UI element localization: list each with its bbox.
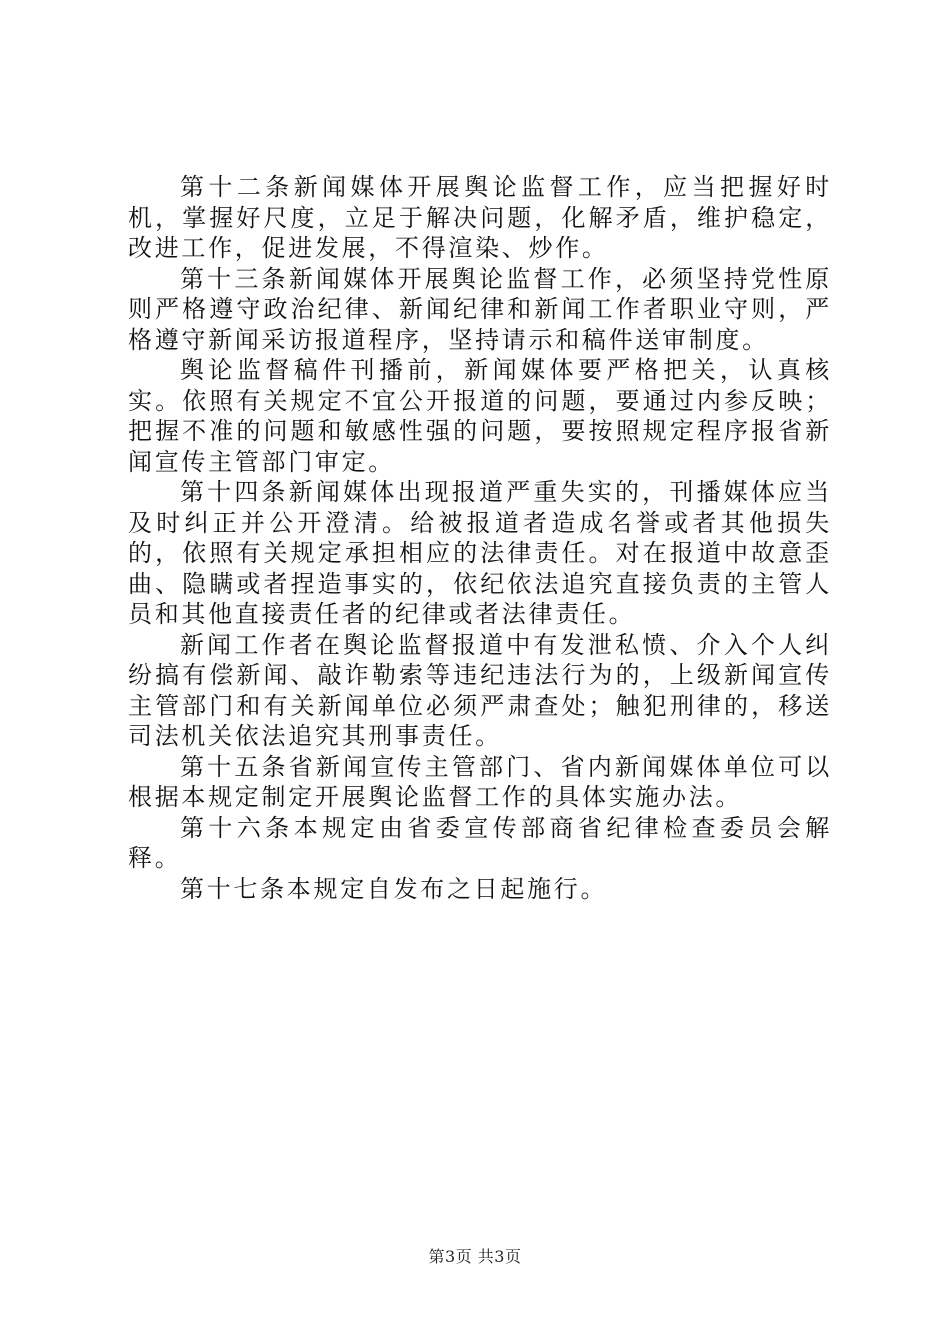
page-number: 第3页 共3页 — [428, 1247, 522, 1266]
article-14-paragraph: 第十四条新闻媒体出现报道严重失实的，刊播媒体应当及时纠正并公开澄清。给被报道者造成名誉或者其他损失的，依照有关规定承担相应的法律责任。对在报道中故意歪曲、隐瞒或者捏造事实的，依纪依法追究直接负责的主管人员和其他直接责任者的纪律或者法律责任。 — [128, 478, 832, 628]
document-body — [128, 172, 832, 904]
article-12-paragraph: 第十二条新闻媒体开展舆论监督工作，应当把握好时机，掌握好尺度，立足于解决问题，化解矛盾，维护稳定，改进工作，促进发展，不得渲染、炒作。 — [128, 173, 832, 262]
article-16-paragraph: 第十六条本规定由省委宣传部商省纪律检查委员会解释。 — [128, 813, 832, 872]
review-paragraph: 舆论监督稿件刊播前，新闻媒体要严格把关，认真核实。依照有关规定不宜公开报道的问题，要通过内参反映；把握不准的问题和敏感性强的问题，要按照规定程序报省新闻宣传主管部门审定。 — [128, 356, 832, 476]
article-17-paragraph: 第十七条本规定自发布之日起施行。 — [180, 874, 608, 903]
page-footer — [0, 1244, 950, 1267]
article-15-paragraph: 第十五条省新闻宣传主管部门、省内新闻媒体单位可以根据本规定制定开展舆论监督工作的具体实施办法。 — [128, 752, 832, 811]
journalist-misconduct-paragraph: 新闻工作者在舆论监督报道中有发泄私愤、介入个人纠纷搞有偿新闻、敲诈勒索等违纪违法行为的，上级新闻宣传主管部门和有关新闻单位必须严肃查处；触犯刑律的，移送司法机关依法追究其刑事责任。 — [128, 630, 832, 750]
article-13-paragraph: 第十三条新闻媒体开展舆论监督工作，必须坚持党性原则严格遵守政治纪律、新闻纪律和新闻工作者职业守则，严格遵守新闻采访报道程序，坚持请示和稿件送审制度。 — [128, 264, 832, 354]
